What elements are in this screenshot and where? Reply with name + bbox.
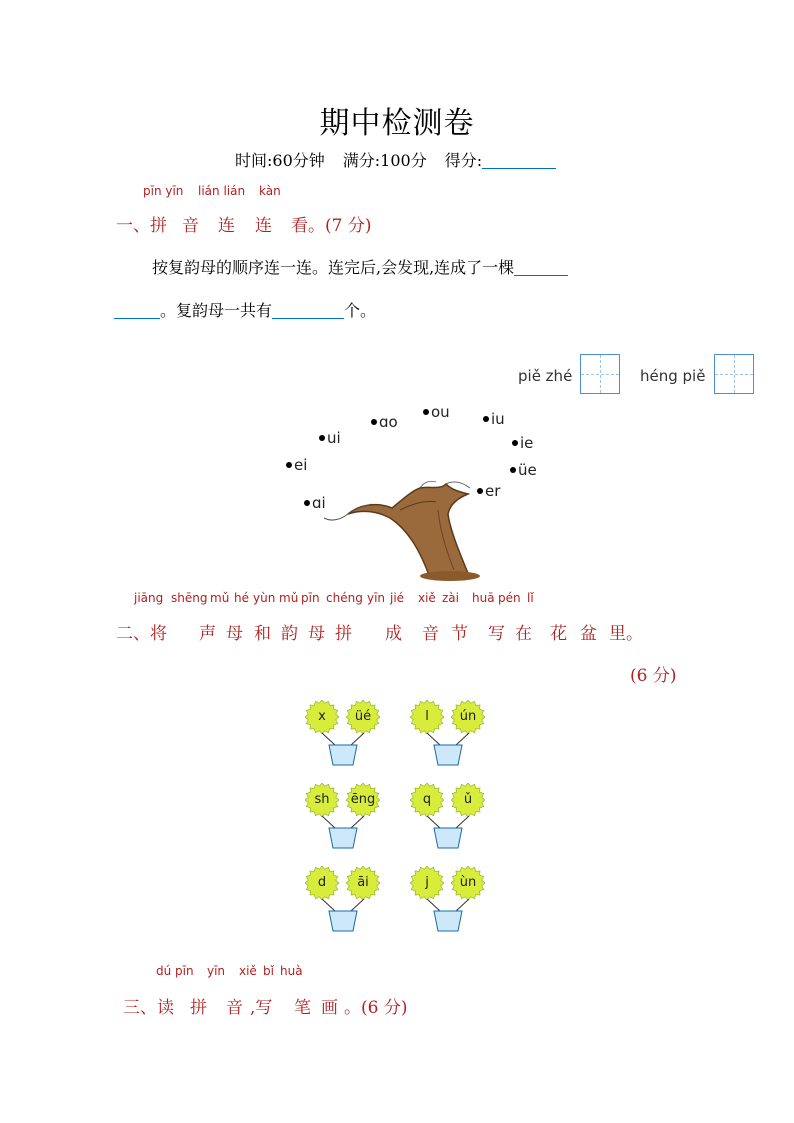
section1-heading: 一、拼 音 连 连 看。(7 分) (116, 216, 372, 236)
flower-syllable: j (425, 875, 429, 890)
final-ai[interactable]: ɑi (304, 494, 326, 512)
flower (305, 783, 339, 817)
flower-syllable: q (422, 792, 432, 807)
answer-blank[interactable] (272, 302, 344, 319)
flower (346, 700, 380, 734)
flower (346, 783, 380, 817)
pinyin: lián lián (198, 184, 246, 198)
flower (410, 700, 444, 734)
flower (346, 866, 380, 900)
flower-pot[interactable] (418, 730, 478, 780)
section3-heading: 三、读 拼 音 ,写 笔 画 。(6 分) (123, 998, 408, 1018)
final-er[interactable]: er (477, 482, 500, 500)
flower-pot[interactable] (313, 813, 373, 863)
section2-pinyin: jiāng shēng mǔ hé yùn mǔ pīn chéng yīn jié xiě zài huā pén lǐ (134, 591, 534, 605)
answer-blank[interactable] (114, 302, 160, 319)
flower (451, 866, 485, 900)
pot-icon (418, 896, 478, 946)
pinyin: pīn yīn (143, 184, 184, 198)
section3-pinyin: dú pīn yīn xiě bǐ huà (156, 964, 303, 978)
final-ei[interactable]: ei (286, 456, 307, 474)
flower-syllable: sh (314, 792, 330, 807)
pot-icon (418, 730, 478, 780)
exam-info (235, 148, 556, 171)
section1-pinyin (0, 184, 794, 200)
final-ui[interactable]: ui (319, 429, 341, 447)
final-iu[interactable]: iu (483, 410, 505, 428)
full-score-label: 满分:100分 (342, 151, 427, 170)
stroke-prompt: piě zhé (518, 367, 573, 385)
flower (305, 700, 339, 734)
flower-syllable: ùn (459, 875, 477, 890)
final-ue[interactable]: üe (510, 461, 537, 479)
flower-syllable: ǔ (463, 792, 473, 807)
flower (305, 866, 339, 900)
flower-syllable: ún (459, 709, 477, 724)
pot-icon (313, 813, 373, 863)
flower-syllable: üé (354, 709, 372, 724)
answer-blank[interactable] (514, 259, 568, 276)
flower-syllable: d (317, 875, 327, 890)
final-ie[interactable]: ie (512, 434, 533, 452)
time-label: 时间:60分钟 (235, 151, 325, 170)
stroke-prompt: héng piě (640, 367, 706, 385)
flower (451, 783, 485, 817)
pinyin: kàn (259, 184, 281, 198)
flower-pot[interactable] (418, 813, 478, 863)
flower (410, 866, 444, 900)
score-label: 得分: (444, 151, 483, 170)
flower-pot[interactable] (313, 896, 373, 946)
flower-pot[interactable] (418, 896, 478, 946)
final-ou[interactable]: ou (423, 403, 450, 421)
flower (451, 700, 485, 734)
section1-instruction-line2: 。复韵母一共有 个。 (114, 298, 376, 321)
page-title: 期中检测卷 (319, 106, 475, 141)
tianzi-grid[interactable] (580, 354, 620, 394)
flower (410, 783, 444, 817)
flower-syllable: āi (357, 875, 369, 890)
flower-pot[interactable] (313, 730, 373, 780)
flower-syllable: l (425, 709, 429, 724)
pot-icon (313, 896, 373, 946)
score-blank[interactable] (482, 152, 556, 169)
flower-syllable: x (318, 709, 326, 724)
section2-points: (6 分) (630, 666, 677, 686)
pot-icon (418, 813, 478, 863)
tianzi-grid[interactable] (714, 354, 754, 394)
final-ao[interactable]: ɑo (371, 413, 398, 431)
flower-syllable: ēng (350, 792, 376, 807)
section1-instruction-line1: 按复韵母的顺序连一连。连完后,会发现,连成了一棵 (152, 255, 568, 278)
section2-heading: 二、将 声 母 和 韵 母 拼 成 音 节 写 在 花 盆 里。 (116, 624, 643, 644)
pot-icon (313, 730, 373, 780)
